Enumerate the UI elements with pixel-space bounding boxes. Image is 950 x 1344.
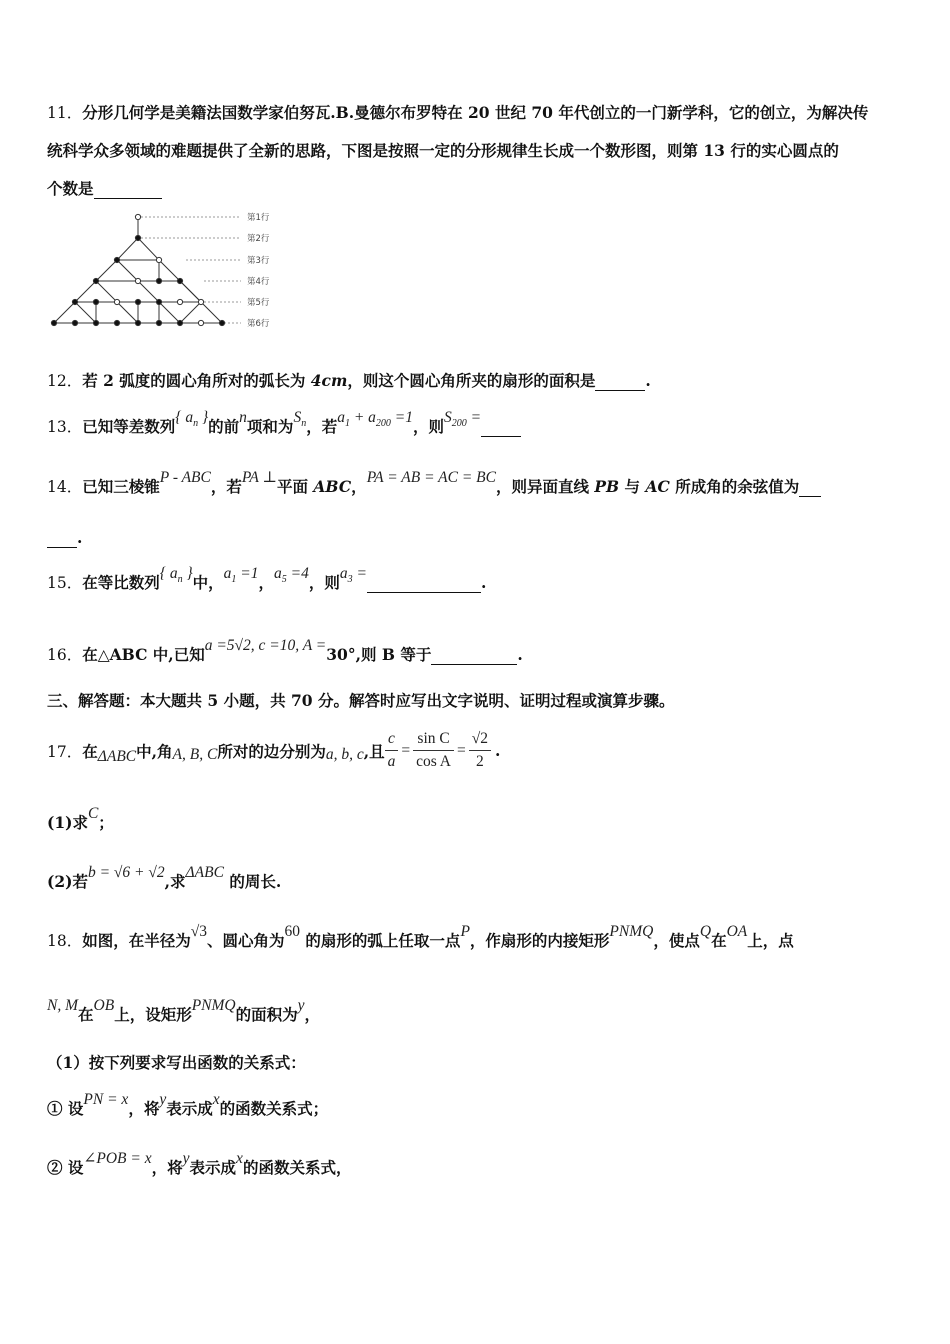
q15-number: 15． [47, 574, 83, 592]
q18-angle-math: 60 [284, 923, 301, 940]
row-label-2: 第2行 [247, 234, 270, 244]
q16-number: 16． [47, 646, 83, 664]
q16-end: . [517, 645, 523, 664]
q11-line-3 [47, 177, 162, 199]
q13-text-4: ，若 [306, 417, 338, 436]
q17-text-1: 在 [82, 741, 98, 761]
q16 [47, 637, 523, 665]
q15-a5-math: $a_5 =4$ [274, 565, 309, 586]
q17-sides-math: a, b, c [325, 745, 364, 763]
q14-pyramid-math: P - ABC [159, 469, 211, 486]
q18-sub-1: （1）按下列要求写出函数的关系式： [47, 1053, 306, 1072]
q13-text-2: 的前 [208, 417, 240, 436]
q15-a1-math: $a_1 =1$ [223, 565, 259, 586]
q18-line-2: N, M在OB上，设矩形PNMQ的面积为y， [47, 997, 321, 1024]
q17-part2-text: ,求 [164, 872, 186, 891]
q17-eq-2: = [457, 741, 466, 759]
q12-value: 4cm [310, 371, 348, 390]
q14-text-5: ，则异面直线 [495, 477, 595, 496]
q14-cont [47, 528, 82, 548]
q17-part2-math: b = √6 + √2 [87, 864, 165, 881]
row-label-3: 第3行 [247, 256, 270, 266]
q17-frac-c-over-a: $\frac{c}{a}$ [385, 728, 399, 773]
q15-a3-math: $a_3$ = [339, 565, 367, 586]
q14-perp-math: PA ⊥ [241, 469, 277, 486]
q17-text-2: 中,角 [136, 741, 173, 761]
q18-rect2-math: PNMQ [191, 997, 236, 1014]
q14-equal-math: PA = AB = AC = BC [366, 469, 496, 486]
q18-number: 18． [47, 932, 83, 950]
q17-angles-math: A, B, C [172, 745, 218, 763]
q17-frac-root2-over-2: $\frac{√2}{2}$ [469, 728, 491, 773]
row-label-4: 第4行 [247, 277, 270, 287]
q18-ob-math: OB [93, 997, 115, 1014]
q12 [47, 369, 651, 391]
q16-text-1: 在△ABC 中,已知 [82, 645, 205, 664]
q17-part2-label: (2)若 [47, 872, 88, 891]
q12-end: . [645, 371, 651, 390]
q17-number: 17． [47, 742, 83, 761]
q14-number: 14． [47, 478, 83, 496]
q18-y-math: y [297, 997, 305, 1014]
q11-line-1 [47, 101, 868, 123]
q16-degree: 30° [326, 645, 356, 664]
q14-text-6: 与 [619, 477, 646, 496]
q16-text-2: ,则 B 等于 [355, 645, 432, 664]
q14-pb: PB [594, 477, 620, 496]
q17-part2-end: 的周长. [223, 872, 282, 891]
q18-c1-math: PN = x [83, 1091, 129, 1108]
q14-abc: ABC [313, 477, 352, 496]
q14-text-1: 已知三棱锥 [82, 477, 160, 496]
q13-text-5: ，则 [413, 417, 445, 436]
q13 [47, 409, 521, 439]
q18-line-1: 18．如图，在半径为√3、圆心角为60 的扇形的弧上任取一点P，作扇形的内接矩形PNMQ，使点Q在OA上，点 [47, 923, 794, 950]
q14-text-2: ，若 [210, 477, 242, 496]
q13-number: 13． [47, 418, 83, 436]
q11-text-1: 分形几何学是美籍法国数学家伯努瓦.B.曼德尔布罗特在 20 世纪 70 年代创立的一门新学科，它的创立，为解决传 [82, 103, 869, 122]
q15-text-1: 在等比数列 [82, 573, 160, 592]
q17-part-2 [47, 864, 282, 892]
q11-answer-blank [94, 179, 162, 199]
q15-seq-math: { $a_n$ } [159, 565, 193, 586]
q11-number: 11． [47, 104, 83, 122]
q18-p-math: P [460, 923, 470, 940]
q17-text-3: 所对的边分别为 [217, 741, 326, 761]
q17-part-1 [47, 805, 114, 833]
q18-radius-math: √3 [190, 923, 208, 940]
q12-text-a: 若 2 弧度的圆心角所对的弧长为 [82, 371, 311, 390]
q13-text-1: 已知等差数列 [82, 417, 176, 436]
q11-line-2 [47, 139, 839, 161]
q13-sn-math: $S_n$ [293, 409, 307, 430]
q15-end: . [480, 573, 487, 592]
q18-case-1: ① 设PN = x，将y表示成x的函数关系式； [47, 1091, 329, 1118]
row-label-1: 第1行 [247, 213, 270, 223]
q18-q-math: Q [699, 923, 712, 940]
q14-text-3: 平面 [277, 477, 314, 496]
q17 [47, 728, 500, 773]
row-label-6: 第6行 [247, 319, 270, 329]
q17-triangle-math: ΔABC [97, 747, 137, 765]
q17-end: . [495, 741, 501, 760]
q18-rect-math: PNMQ [609, 923, 654, 940]
q14-ac: AC [645, 477, 670, 496]
q14-text-4: ， [351, 477, 367, 496]
q18-c2-math: ∠POB = x [83, 1150, 152, 1167]
q11-text-3: 个数是 [47, 179, 94, 198]
q13-seq-math: { $a_n$ } [175, 409, 209, 430]
q13-answer-blank [481, 417, 521, 437]
q15-answer-blank [367, 573, 481, 593]
q13-s200-math: $S_{200}$ = [444, 409, 482, 430]
q15 [47, 565, 487, 595]
q18-nm-math: N, M [47, 997, 78, 1014]
q16-given-math: a =5√2, c =10, A = [204, 637, 327, 654]
q17-frac-sin-cos: $\frac{\text{sin C}}{\text{cos A}}$ [413, 728, 454, 773]
q13-text-3: 项和为 [246, 417, 294, 436]
q17-part1-end: ； [98, 813, 114, 832]
q13-condition-math: $a_1 + a_{200} =1$ [337, 409, 414, 430]
q14 [47, 469, 821, 497]
q18-case-2: ② 设∠POB = x，将y表示成x的函数关系式， [47, 1150, 352, 1177]
q13-n-math: n [239, 409, 247, 426]
q17-eq-1: = [401, 741, 411, 759]
q17-text-4: ,且 [363, 741, 385, 761]
q18-oa-math: OA [726, 923, 748, 940]
q17-part1-math: C [87, 805, 99, 822]
q17-part1-label: (1)求 [47, 813, 88, 832]
q14-text-7: 所成角的余弦值为 [669, 477, 800, 496]
q15-text-4: ，则 [308, 573, 340, 592]
q14-answer-blank-2 [47, 528, 77, 548]
q12-number: 12． [47, 372, 83, 390]
q12-text-b: ，则这个圆心角所夹的扇形的面积是 [347, 371, 596, 390]
q14-answer-blank-1 [799, 477, 821, 497]
q16-answer-blank [431, 645, 517, 665]
section-3-heading: 三、解答题：本大题共 5 小题，共 70 分。解答时应写出文字说明、证明过程或演算步骤。 [47, 691, 675, 710]
q17-part2-triangle: ΔABC [185, 864, 224, 881]
fractal-tree-figure [44, 208, 284, 334]
q15-text-3: ， [258, 573, 275, 592]
q14-end: . [77, 528, 83, 547]
q15-text-2: 中， [192, 573, 224, 592]
q12-answer-blank [595, 371, 645, 391]
q11-text-2: 统科学众多领域的难题提供了全新的思路，下图是按照一定的分形规律生长成一个数形图，则第 13 行的实心圆点的 [47, 141, 839, 160]
row-label-5: 第5行 [247, 298, 270, 308]
